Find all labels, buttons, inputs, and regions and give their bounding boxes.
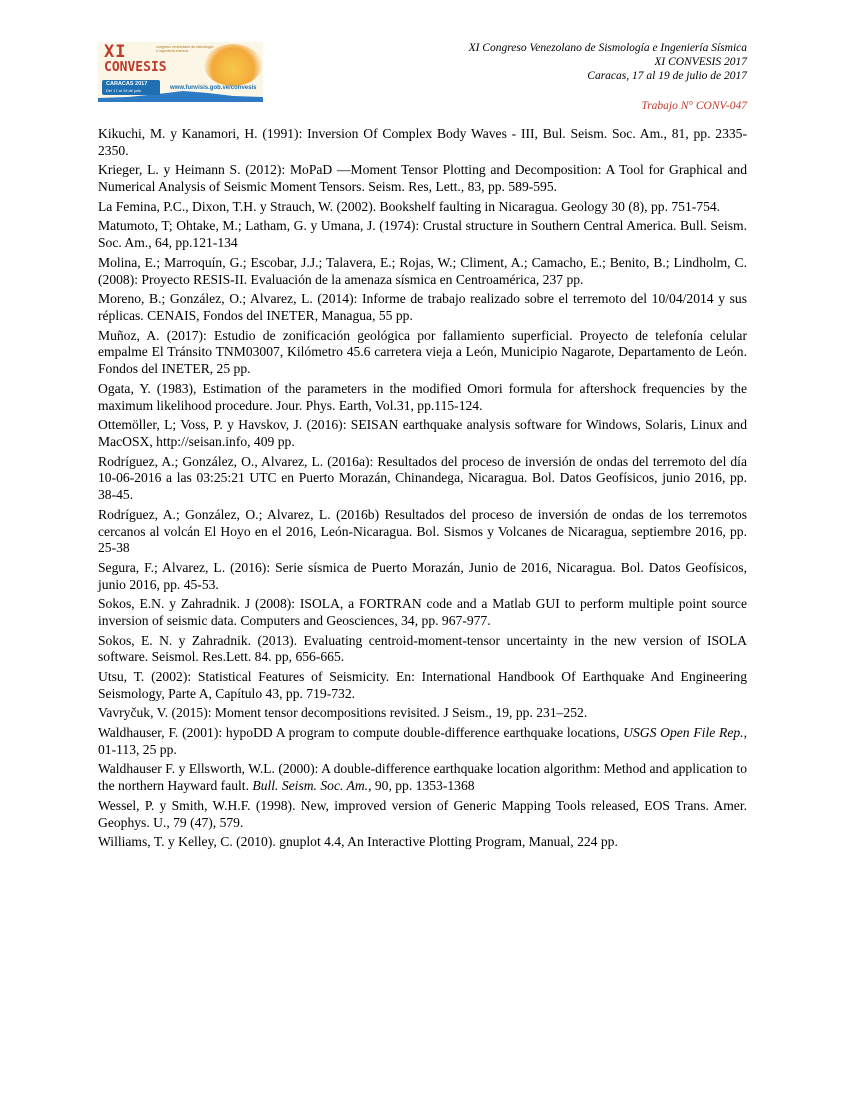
logo-city: CARACAS 2017 — [106, 81, 148, 87]
reference-journal: USGS Open File Rep., — [623, 725, 747, 741]
reference-item: Moreno, B.; González, O.; Alvarez, L. (2014): Informe de trabajo realizado sobre el terremoto del 10/04/2014 y sus réplicas. CENAIS, Fondos del INETER, Managua, 55 pp. — [98, 291, 747, 323]
reference-item: Utsu, T. (2002): Statistical Features of Seismicity. En: International Handbook Of Earthquake And Engineering Seismology, Parte A, Capítulo 43, pp. 719-732. — [98, 669, 747, 701]
reference-text: 01-113, 25 pp. — [98, 741, 177, 757]
header-paper-code: Trabajo N° CONV-047 — [641, 100, 747, 112]
reference-item: Sokos, E. N. y Zahradnik. (2013). Evaluating centroid-moment-tensor uncertainty in the new version of ISOLA software. Seismol. Res.Lett. 84. pp, 656-665. — [98, 632, 747, 665]
reference-item: Krieger, L. y Heimann S. (2012): MoPaD —Moment Tensor Plotting and Decomposition: A Tool for Graphical and Numerical Analysis of Seismic Moment Tensors. Seism. Res, Lett., 83, pp. 589-595. — [98, 162, 747, 195]
reference-item: Rodríguez, A.; González, O., Alvarez, L. (2016a): Resultados del proceso de inversión de ondas del terremoto del día 10-06-2016 a las 03:25:21 UTC en Puerto Morazán, Chinandega, Nicaragua. Bol. Datos Geofísicos, junio 2016, pp. 38-45. — [98, 453, 747, 503]
reference-item: Matumoto, T; Ohtake, M.; Latham, G. y Umana, J. (1974): Crustal structure in Southern Central America. Bull. Seism. Soc. Am., 64, pp.121-134 — [98, 218, 747, 251]
reference-item — [98, 761, 747, 795]
page-header — [469, 41, 747, 113]
logo-url: www.funvisis.gob.ve/convesis — [170, 85, 257, 91]
reference-item: Ottemöller, L; Voss, P. y Havskov, J. (2016): SEISAN earthquake analysis software for Windows, Solaris, Linux and MacOSX, http://seisan.info, 409 pp. — [98, 417, 747, 449]
reference-item: Sokos, E.N. y Zahradnik. J (2008): ISOLA, a FORTRAN code and a Matlab GUI to perform multiple point source inversion of seismic data. Computers and Geosciences, 34, pp. 967-977. — [98, 596, 747, 629]
reference-item: Rodríguez, A.; González, O.; Alvarez, L. (2016b) Resultados del proceso de inversión de ondas de los terremotos cercanos al volcán El Hoyo en el 2016, León-Nicaragua. Bol. Sismos y Volcanes de Nicaragua, septiembre 2016, pp. 25-38 — [98, 506, 747, 556]
reference-item: Segura, F.; Alvarez, L. (2016): Serie sísmica de Puerto Morazán, Junio de 2016, Nicaragua. Bol. Datos Geofísicos, junio 2016, pp. 45-53. — [98, 559, 747, 592]
reference-list — [98, 126, 747, 854]
reference-item: Molina, E.; Marroquín, G.; Escobar, J.J.; Talavera, E.; Rojas, W.; Climent, A.; Camacho, E.; Benito, B.; Lindholm, C. (2008): Proyecto RESIS-II. Evaluación de la amenaza sísmica en Centroamérica, 237 pp. — [98, 254, 747, 287]
logo-dates: Del 17 al 19 de julio — [106, 88, 142, 93]
reference-item: Wessel, P. y Smith, W.H.F. (1998). New, improved version of Generic Mapping Tools released, EOS Trans. Amer. Geophys. U., 79 (47), 579. — [98, 797, 747, 830]
convesis-logo — [98, 42, 263, 102]
logo-roman-numeral: XI — [104, 42, 127, 62]
header-edition: XI CONVESIS 2017 — [654, 56, 747, 68]
header-congress-title: XI Congreso Venezolano de Sismología e Ingeniería Sísmica — [468, 42, 747, 54]
reference-item — [98, 725, 747, 759]
reference-item: La Femina, P.C., Dixon, T.H. y Strauch, W. (2002). Bookshelf faulting in Nicaragua. Geology 30 (8), pp. 751-754. — [98, 198, 721, 214]
reference-text: , 90, pp. 1353-1368 — [368, 778, 475, 794]
reference-text: Waldhauser, F. (2001): hypoDD A program to compute double-difference earthquake locations, — [98, 725, 624, 741]
reference-journal: Bull. Seism. Soc. Am. — [252, 778, 369, 794]
reference-item: Kikuchi, M. y Kanamori, H. (1991): Inversion Of Complex Body Waves - III, Bul. Seism. Soc. Am., 81, pp. 2335-2350. — [98, 126, 747, 158]
reference-item: Ogata, Y. (1983), Estimation of the parameters in the modified Omori formula for aftershock frequencies by the maximum likelihood procedure. Jour. Phys. Earth, Vol.31, pp.115-124. — [98, 380, 747, 413]
reference-item: Williams, T. y Kelley, C. (2010). gnuplot 4.4, An Interactive Plotting Program, Manual, 224 pp. — [98, 834, 618, 850]
reference-item: Muñoz, A. (2017): Estudio de zonificación geológica por fallamiento superficial. Proyecto de telefonía celular empalme El Tránsito TNM03007, Kilómetro 45.6 carretera vieja a León, Municipio Nagarote, Departamento de León. Fondos del INETER, 25 pp. — [98, 327, 747, 377]
logo-tagline: congreso venezolano de sismología e ingeniería sísmica — [156, 45, 214, 53]
reference-text: Waldhauser F. y Ellsworth, W.L. (2000): A double-difference earthquake location algorithm: Method and application to the northern Hayward fault. — [98, 761, 747, 794]
header-location-dates: Caracas, 17 al 19 de julio de 2017 — [587, 70, 747, 82]
reference-item: Vavryčuk, V. (2015): Moment tensor decompositions revisited. J Seism., 19, pp. 231–252. — [98, 705, 588, 721]
logo-name: CONVESIS — [104, 60, 167, 75]
